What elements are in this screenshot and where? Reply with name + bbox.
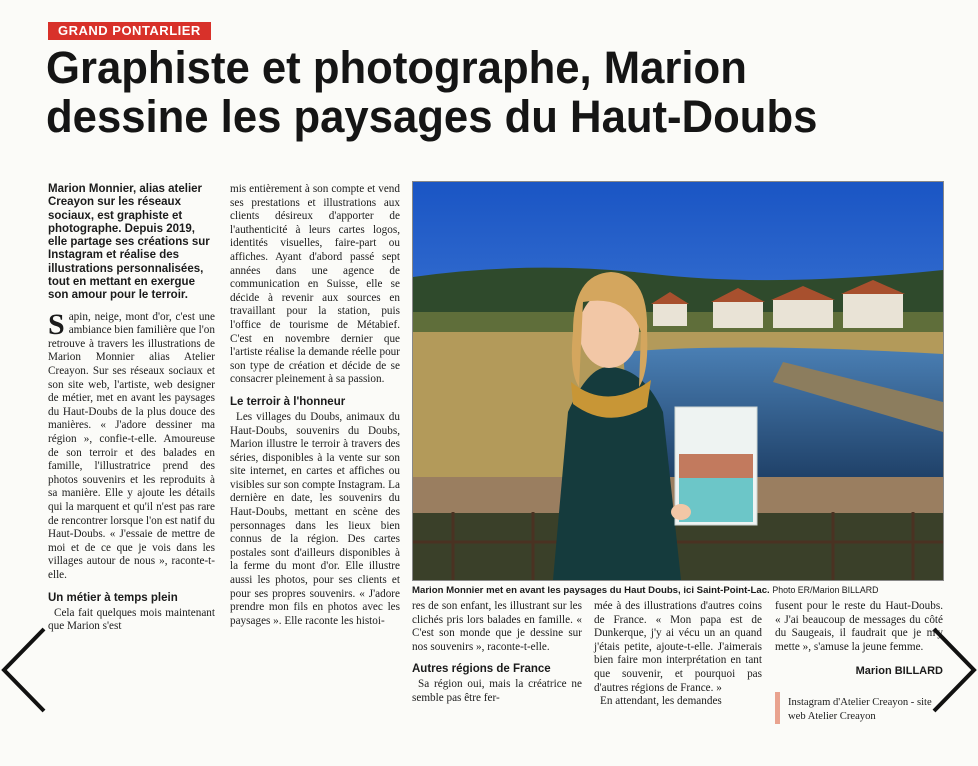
article-column-3: [412, 600, 582, 706]
article-column-5: [775, 600, 943, 724]
article-column-2: [230, 183, 400, 628]
photo-caption: [412, 584, 952, 597]
article-photo: [412, 181, 944, 581]
article-column-1: [48, 183, 215, 634]
author-signature: Marion BILLARD: [855, 665, 943, 678]
paragraph: Sa région oui, mais la créatrice ne semble pas être fer-: [412, 678, 582, 704]
paragraph: mis entièrement à son compte et vend ses prestations et illustrations aux clients désireux d'apporter de l'authenticité à leurs cartes logos, identités visuelles, faire-part ou affiches. Ayant d'abord passé sept années dans une agence de communication en Suisse, elle se décide à revenir aux sources en travaillant pour la station, puis l'office de tourisme de Métabief. C'est en novembre dernier que l'artiste réalise la demande réelle pour son type de création et décide de se consacrer pleinement à sa passion.: [230, 183, 400, 386]
photo-credit: Photo ER/Marion BILLARD: [772, 585, 879, 595]
article-headline: Graphiste et photographe, Marion dessine les paysages du Haut-Doubs: [46, 42, 818, 142]
chevron-right-icon[interactable]: [930, 625, 978, 715]
caption-text: Marion Monnier met en avant les paysages du Haut Doubs, ici Saint-Point-Lac.: [412, 585, 770, 596]
article-lead: Marion Monnier, alias atelier Creayon sur les réseaux sociaux, est graphiste et photographe. Depuis 2019, elle partage ses créations sur Instagram et réalise des illustrations personnalisées, tout en mettant en exergue son amour pour le terroir.: [48, 183, 210, 302]
drop-cap: S: [48, 307, 65, 341]
promo-box: Instagram d'Atelier Creayon - site web Atelier Creayon: [775, 692, 943, 723]
article-column-4: [594, 600, 762, 709]
paragraph: fusent pour le reste du Haut-Doubs. « J'ai beaucoup de messages du côté du Saugeais, il faudrait que je m'y mette », s'amuse la jeune femme.: [775, 600, 943, 653]
section-kicker: GRAND PONTARLIER: [48, 22, 211, 40]
lake-portrait-illustration: [413, 182, 943, 580]
subheading: Autres régions de France: [412, 663, 551, 676]
paragraph: apin, neige, mont d'or, c'est une ambiance bien familière que l'on retrouve à travers les illustrations de Marion Monnier alias Atelier Creayon. Sur ses réseaux sociaux et son site web, l'artiste, web designer de métier, met en avant les paysages du Haut-Doubs de la plus douce des manières. « J'adore dessiner ma région », confie-t-elle. Amoureuse de son terroir et des balades en famille, l'illustratrice prend des photos souvenirs et les reproduits à sa manière. Elle y ajoute les détails qui la marquent et qu'il n'est pas rare de rencontrer lorsque l'on est natif du Haut-Doubs. « J'essaie de mettre de moi et de ce que je vois dans les villages autour de nous », raconte-t-elle.: [48, 310, 215, 581]
subheading: Un métier à temps plein: [48, 591, 178, 604]
subheading: Le terroir à l'honneur: [230, 395, 346, 408]
paragraph: mée à des illustrations d'autres coins de France. « Mon papa est de Dunkerque, j'y ai vécu un an quand j'étais petite, ajoute-t-elle. J'aimerais bien faire mon interprétation en tant que souvenir, et pourquoi pas d'autres régions de France. »: [594, 600, 762, 694]
chevron-left-icon[interactable]: [0, 625, 48, 715]
paragraph: En attendant, les demandes: [600, 695, 722, 708]
paragraph: Cela fait quelques mois maintenant que Marion s'est: [48, 606, 215, 633]
paragraph: res de son enfant, les illustrant sur les clichés pris lors balades en famille. « C'est son monde que je dessine sur nos souvenirs », raconte-t-elle.: [412, 600, 582, 653]
paragraph: Les villages du Doubs, animaux du Haut-Doubs, souvenirs du Doubs, Marion illustre le terroir à travers des séries, disponibles à la vente sur son site internet, en cartes et affiches ou visibles sur son compte Instagram. La dernière en date, les souvenirs du Haut-Doubs, mettant en scène des personnages dans les lieux bien connus de la région. Des cartes postales sont d'ailleurs disponibles à la ferme du mont d'or. Elle illustre aussi les photos, pour ses clients et pour ses propres souvenirs. « J'adore prendre mon fils en photos avec les paysages ». Elle raconte les histoi-: [230, 410, 400, 627]
